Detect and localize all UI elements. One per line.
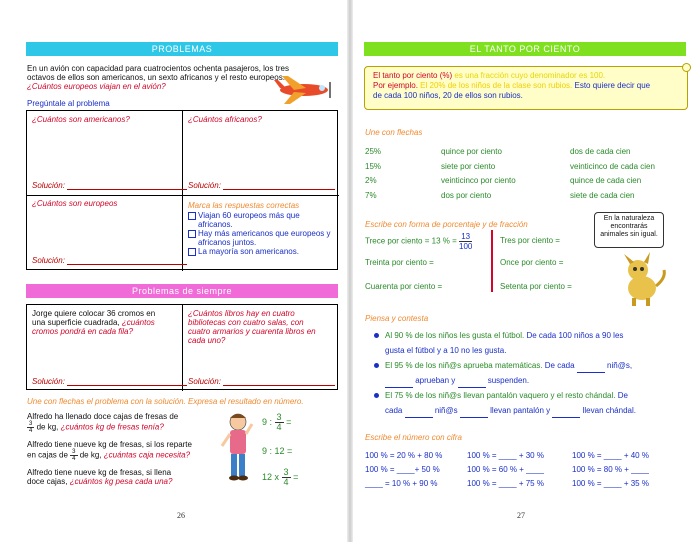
fraction-num: 3 — [276, 412, 282, 422]
alfredo-problem-1 — [27, 412, 227, 434]
fraction-den: 4 — [72, 456, 76, 462]
join-instruction: Une con flechas el problema con la solución. Expresa el resultado en número. — [27, 397, 304, 406]
check-option[interactable]: Hay más americanos que europeos y africanos juntos. — [188, 229, 334, 247]
bullet — [374, 363, 379, 368]
question-americanos: ¿Cuántos son americanos? — [32, 115, 130, 124]
write-title: Escribe con forma de porcentaje y de fracción — [365, 220, 528, 229]
think-text: El 95 % de los niñ@s aprueba matemáticas. — [385, 361, 543, 370]
solution-field[interactable] — [32, 181, 187, 190]
solution-label: Solución: — [32, 377, 65, 386]
blank-field[interactable] — [385, 380, 413, 388]
blank-field[interactable] — [405, 410, 433, 418]
intro-line: octavos de ellos son americanos, un sexto africanos y el resto europeos. — [27, 73, 285, 82]
match-item[interactable]: dos de cada cien — [570, 147, 631, 156]
question-africanos: ¿Cuántos africanos? — [188, 115, 262, 124]
fraction-num: 13 — [459, 232, 472, 242]
fraction-num: 3 — [283, 467, 289, 477]
write-tres[interactable]: Tres por ciento = — [500, 236, 560, 245]
solution-field[interactable] — [32, 256, 187, 265]
write-cuarenta[interactable]: Cuarenta por ciento = — [365, 282, 443, 291]
blank-field[interactable] — [458, 380, 486, 388]
problem-text: Alfredo ha llenado doce cajas de fresas de — [27, 412, 179, 421]
problem-question: ¿cuántos kg de fresas tenía? — [60, 422, 164, 432]
arrows-title: Une con flechas — [365, 128, 423, 137]
think-text: aprueban y — [415, 376, 456, 385]
solution-field[interactable] — [188, 181, 335, 190]
problem-text: Jorge quiere colocar 36 cromos en — [32, 309, 156, 318]
match-item[interactable]: quince por ciento — [441, 147, 502, 156]
fraction-den: 4 — [276, 422, 282, 432]
intro-question: ¿Cuántos europeos viajan en el avión? — [27, 82, 166, 91]
think-text: Al 90 % de los niños les gusta el fútbol. — [385, 331, 525, 340]
problem-question: ¿cuántos kg pesa cada una? — [69, 477, 173, 486]
problem-text: de kg, — [36, 422, 59, 432]
write-treinta[interactable]: Treinta por ciento = — [365, 258, 434, 267]
ask-title: Pregúntale al problema — [27, 99, 110, 108]
problem-libros — [188, 309, 334, 345]
equation-text: 12 x — [262, 471, 280, 482]
fraction-num: 3 — [29, 421, 33, 427]
definition-text: es una fracción cuyo denominador es 100. — [454, 71, 606, 80]
think-text: niñ@s, — [607, 361, 633, 370]
problem-question: cromos pondrá en cada fila? — [32, 327, 133, 336]
blank-field[interactable] — [577, 365, 605, 373]
think-text: gusta el fútbol y a 10 no les gusta. — [385, 346, 507, 355]
definition-box — [364, 66, 688, 110]
solution-field[interactable] — [32, 377, 187, 386]
think-text: El 75 % de los niñ@s llevan pantalón vaquero y el resto chándal. — [385, 391, 616, 400]
match-item[interactable]: 7% — [365, 190, 377, 200]
problems-grid — [26, 304, 338, 390]
match-item[interactable]: veinticinco por ciento — [441, 176, 516, 185]
think-section — [365, 328, 685, 418]
cifra-item[interactable]: 100 % = ____ + 30 % — [467, 451, 544, 460]
think-text: De cada 100 niños a 90 les — [526, 331, 624, 340]
fraction-den: 100 — [459, 242, 473, 251]
red-divider — [491, 230, 493, 292]
bullet — [374, 393, 379, 398]
problem-question: ¿cuántos — [121, 318, 155, 327]
think-text: niñ@s — [434, 406, 458, 415]
intro-line: En un avión con capacidad para cuatrocientos ochenta pasajeros, los tres — [27, 64, 289, 73]
match-item[interactable]: siete de cada cien — [570, 190, 635, 200]
pin-icon — [682, 63, 691, 72]
problem-text: una superficie cuadrada, — [32, 318, 120, 327]
alfredo-problem-3 — [27, 468, 227, 486]
blank-field[interactable] — [460, 410, 488, 418]
page-number: 26 — [177, 511, 185, 520]
think-text: cada — [385, 406, 403, 415]
speech-bubble: En la naturaleza encontrarás animales sin igual. — [594, 212, 664, 248]
definition-text: Esto quiere decir que — [574, 81, 651, 90]
think-text: llevan pantalón y — [490, 406, 551, 415]
equation-1 — [262, 413, 291, 432]
mark-title: Marca las respuestas correctas — [188, 201, 300, 210]
match-item[interactable]: quince de cada cien — [570, 176, 642, 185]
column-words — [441, 145, 561, 203]
think-text: De cada — [544, 361, 575, 370]
problem-text: Alfredo tiene nueve kg de fresas, si los reparte — [27, 440, 192, 449]
problem-jorge — [32, 309, 178, 336]
equation-text: = — [286, 416, 292, 427]
airplane-icon — [272, 72, 338, 108]
problem-text: Alfredo tiene nueve kg de fresas, si llena — [27, 468, 172, 477]
cifra-item[interactable]: 100 % = 80 % + ____ — [572, 465, 649, 474]
cifra-item[interactable]: 100 % = ____ + 35 % — [572, 479, 649, 488]
column-fraction-words — [570, 145, 690, 203]
definition-text: El 20% de los niños de la clase son rubios. — [420, 81, 573, 90]
cifra-item[interactable]: 100 % = ____+ 50 % — [365, 465, 440, 474]
blank-field[interactable] — [552, 410, 580, 418]
cifra-title: Escribe el número con cifra — [365, 433, 462, 442]
fraction-den: 4 — [283, 477, 289, 487]
problem-question: ¿cuántas caja necesita? — [103, 450, 191, 460]
banner-problemas: PROBLEMAS — [26, 42, 338, 56]
match-item[interactable]: siete por ciento — [441, 161, 496, 171]
check-option[interactable]: Viajan 60 europeos más que africanos. — [188, 211, 334, 229]
fraction-den: 4 — [29, 428, 33, 434]
grid-divider — [27, 195, 339, 196]
definition-term: El tanto por ciento (%) — [373, 71, 453, 80]
solution-field[interactable] — [188, 377, 335, 386]
match-item[interactable]: veinticinco de cada cien — [570, 161, 655, 171]
banner-tanto-por-ciento: EL TANTO POR CIENTO — [364, 42, 686, 56]
match-item[interactable]: dos por ciento — [441, 190, 492, 200]
alfredo-problem-2 — [27, 440, 237, 462]
match-item[interactable]: 15% — [365, 161, 382, 171]
write-trece — [365, 232, 472, 251]
problem-question: ¿Cuántos libros hay en cuatro — [188, 309, 295, 318]
solution-label: Solución: — [188, 377, 221, 386]
dog-icon — [612, 252, 670, 308]
problem-question: cuatro armarios y cuarenta libros en — [188, 327, 316, 336]
write-setenta[interactable]: Setenta por ciento = — [500, 282, 572, 291]
equation-3 — [262, 468, 298, 487]
equation-2: 9 : 12 = — [262, 446, 293, 456]
think-text: llevan chándal. — [582, 406, 636, 415]
problem-text: de kg, — [79, 450, 102, 460]
think-text: De — [617, 391, 628, 400]
answer-grid — [26, 110, 338, 270]
cifra-item[interactable]: 100 % = ____ + 75 % — [467, 479, 544, 488]
solution-label: Solución: — [32, 181, 65, 190]
think-title: Piensa y contesta — [365, 314, 429, 323]
equation-text: 9 : — [262, 416, 273, 427]
question-europeos: ¿Cuántos son europeos — [32, 199, 118, 208]
fraction-num: 3 — [72, 449, 76, 455]
column-percent — [365, 145, 425, 203]
solution-label: Solución: — [32, 256, 65, 265]
problem-text: en cajas de — [27, 450, 68, 460]
problem-question: bibliotecas con cuatro salas, con — [188, 318, 304, 327]
problem-question: cada uno? — [188, 336, 226, 345]
solution-label: Solución: — [188, 181, 221, 190]
write-once[interactable]: Once por ciento = — [500, 258, 564, 267]
think-text: suspenden. — [487, 376, 530, 385]
page-number: 27 — [517, 511, 525, 520]
definition-text: de cada 100 niños, 20 de ellos son rubios. — [373, 91, 523, 100]
right-page — [350, 0, 700, 542]
check-option[interactable]: La mayoría son americanos. — [188, 247, 334, 256]
definition-term: Por ejemplo. — [373, 81, 418, 90]
banner-problemas-de-siempre: Problemas de siempre — [26, 284, 338, 298]
cifra-item[interactable]: ____ = 10 % + 90 % — [365, 479, 438, 488]
bullet — [374, 333, 379, 338]
intro-problem — [27, 64, 297, 91]
cifra-item[interactable]: 100 % = 60 % + ____ — [467, 465, 544, 474]
cifra-item[interactable]: 100 % = ____ + 40 % — [572, 451, 649, 460]
match-item[interactable]: 25% — [365, 147, 382, 156]
problem-text: doce cajas, — [27, 477, 68, 486]
mark-correct — [188, 201, 334, 256]
grid-divider — [182, 111, 183, 271]
equation-text: = — [293, 471, 299, 482]
cifra-item[interactable]: 100 % = 20 % + 80 % — [365, 451, 443, 460]
boy-icon — [218, 410, 258, 490]
write-text: Trece por ciento = 13 % = — [365, 236, 457, 246]
match-item[interactable]: 2% — [365, 176, 377, 185]
